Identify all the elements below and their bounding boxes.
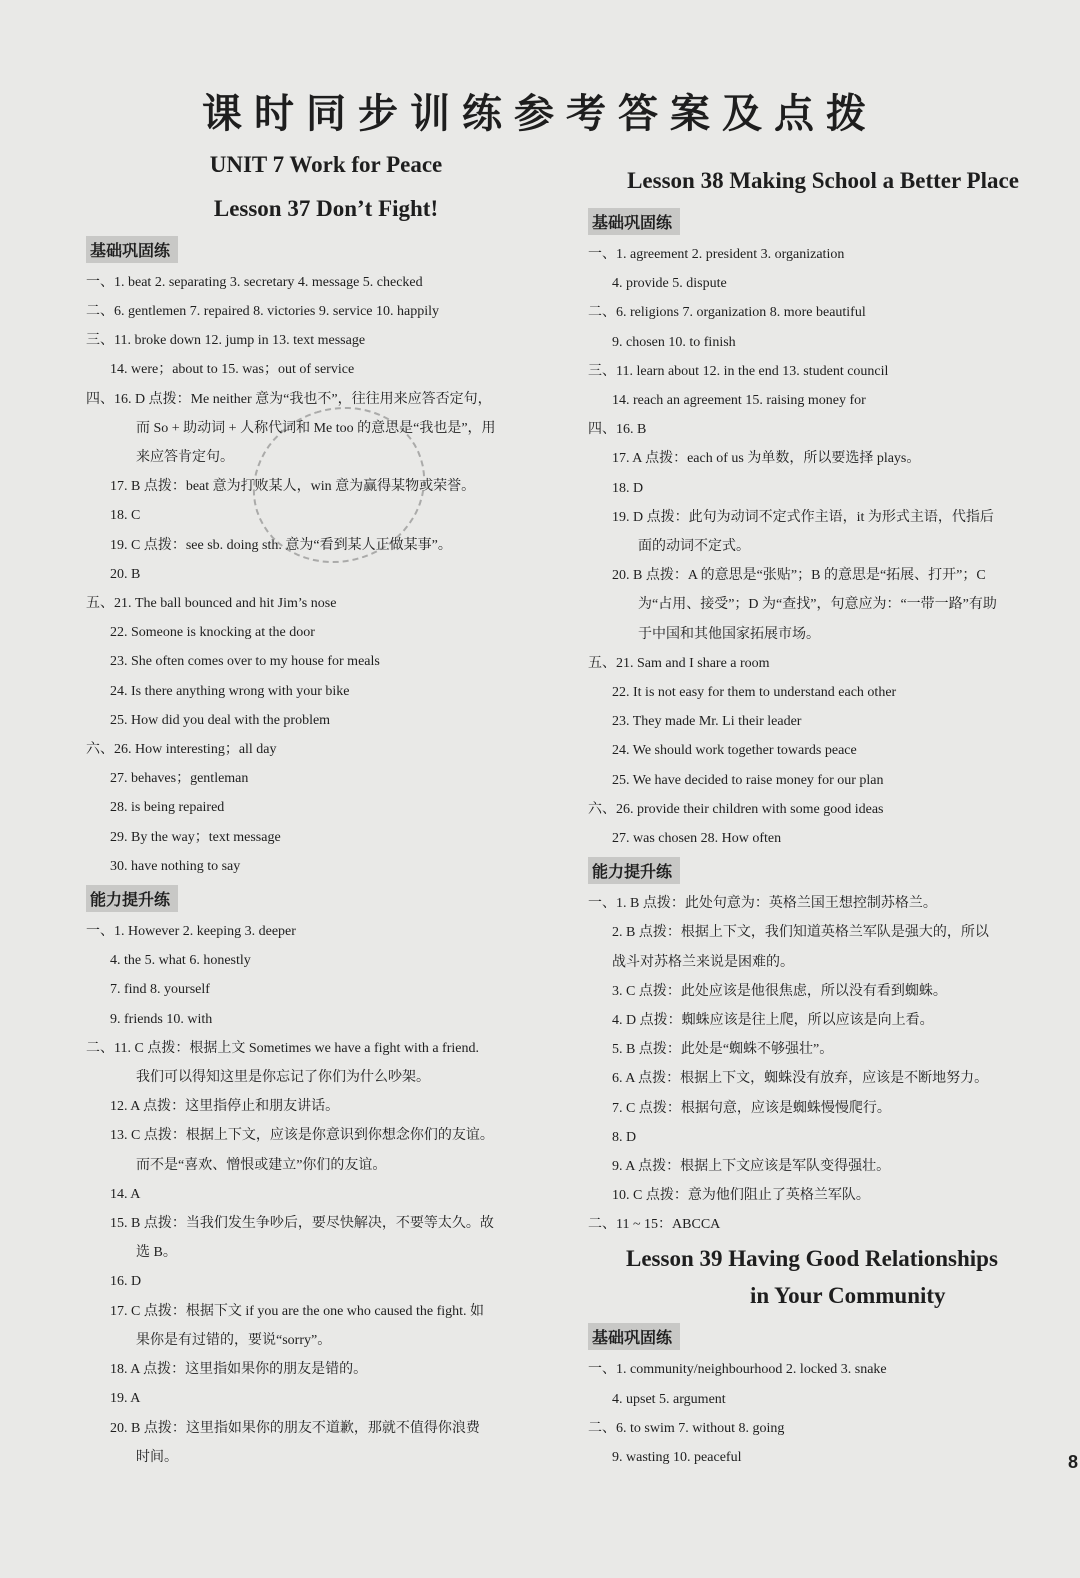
answer-line: 五、21. Sam and I share a room: [588, 655, 770, 671]
answer-line: 16. D: [110, 1274, 142, 1290]
answer-line: 时间。: [136, 1449, 178, 1465]
section-basic: 基础巩固练: [86, 236, 178, 263]
answer-line: 我们可以得知这里是你忘记了你们为什么吵架。: [136, 1070, 430, 1086]
answer-line: 9. A 点拨：根据上下文应该是军队变得强壮。: [612, 1158, 891, 1174]
answer-line: 24. We should work together towards peace: [612, 743, 857, 759]
answer-line: 果你是有过错的，要说“sorry”。: [136, 1332, 332, 1348]
answer-line: 而不是“喜欢、憎恨或建立”你们的友谊。: [136, 1157, 387, 1173]
answer-line: 14. were；about to 15. was；out of service: [110, 362, 355, 378]
answer-line: 来应答肯定句。: [136, 450, 234, 465]
answer-line: 14. A: [110, 1186, 141, 1202]
section-advanced: 能力提升练: [86, 885, 178, 912]
answer-line: 18. D: [612, 480, 644, 496]
lesson-39-title-line2: in Your Community: [750, 1283, 946, 1309]
answer-line: 2. B 点拨：根据上下文，我们知道英格兰军队是强大的，所以: [612, 925, 989, 941]
answer-line: 为“占用、接受”；D 为“查找”，句意应为：“一带一路”有助: [638, 597, 997, 613]
answer-line: 4. upset 5. argument: [612, 1391, 726, 1407]
answer-line: 24. Is there anything wrong with your bike: [110, 683, 350, 699]
answer-line: 19. A: [110, 1391, 141, 1407]
answer-line: 三、11. broke down 12. jump in 13. text message: [86, 333, 366, 349]
answer-line: 30. have nothing to say: [110, 858, 241, 874]
answer-line: 6. A 点拨：根据上下文，蜘蛛没有放弃，应该是不断地努力。: [612, 1071, 989, 1087]
answer-line: 五、21. The ball bounced and hit Jim’s nose: [86, 596, 337, 612]
answers-advanced-37: [86, 917, 566, 1472]
section-basic: 基础巩固练: [588, 208, 680, 235]
lesson-39-title: [588, 1244, 1058, 1312]
section-basic: 基础巩固练: [588, 1323, 680, 1350]
answer-line: 二、6. religions 7. organization 8. more beautiful: [588, 305, 866, 321]
answer-line: 9. chosen 10. to finish: [612, 334, 736, 350]
answer-line: 25. How did you deal with the problem: [110, 712, 331, 728]
answer-line: 17. C 点拨：根据下文 if you are the one who caused the fight. 如: [110, 1303, 485, 1319]
answer-line: 7. find 8. yourself: [110, 982, 210, 998]
right-column: [588, 166, 1058, 1472]
answers-basic-37: [86, 268, 566, 881]
answer-line: 23. They made Mr. Li their leader: [612, 714, 802, 730]
answer-line: 22. Someone is knocking at the door: [110, 625, 315, 641]
answer-line: 面的动词不定式。: [638, 538, 750, 554]
answer-line: 选 B。: [136, 1245, 177, 1261]
lesson-39-title-line1: Lesson 39 Having Good Relationships: [626, 1245, 998, 1271]
answer-line: 14. reach an agreement 15. raising money for: [612, 392, 866, 408]
answer-line: 25. We have decided to raise money for our plan: [612, 772, 884, 788]
answer-line: 9. friends 10. with: [110, 1011, 213, 1027]
answer-line: 4. D 点拨：蜘蛛应该是往上爬，所以应该是向上看。: [612, 1012, 934, 1028]
answer-line: 四、16. D 点拨：Me neither 意为“我也不”，往往用来应答否定句，: [86, 391, 492, 407]
answer-line: 15. B 点拨：当我们发生争吵后，要尽快解决，不要等太久。故: [110, 1216, 494, 1232]
answer-line: 六、26. provide their children with some good ideas: [588, 801, 884, 817]
answer-line: 20. B 点拨：这里指如果你的朋友不道歉，那就不值得你浪费: [110, 1420, 480, 1436]
answer-line: 20. B: [110, 566, 141, 582]
answer-line: 20. B 点拨：A 的意思是“张贴”；B 的意思是“拓展、打开”；C: [612, 568, 986, 584]
lesson-37-title: Lesson 37 Don’t Fight!: [213, 195, 439, 221]
answer-line: 18. A 点拨：这里指如果你的朋友是错的。: [110, 1362, 368, 1378]
answer-line: 27. behaves；gentleman: [110, 771, 249, 787]
answer-line: 一、1. B 点拨：此处句意为：英格兰国王想控制苏格兰。: [588, 896, 937, 912]
answer-line: 10. C 点拨：意为他们阻止了英格兰军队。: [612, 1188, 870, 1204]
answer-line: 17. B 点拨：beat 意为打败某人，win 意为赢得某物或荣誉。: [110, 479, 476, 495]
answer-line: 27. was chosen 28. How often: [612, 830, 782, 846]
answer-line: 4. the 5. what 6. honestly: [110, 953, 251, 969]
answer-line: 18. C: [110, 508, 141, 524]
answer-line: 一、1. beat 2. separating 3. secretary 4. message 5. checked: [86, 274, 423, 290]
answer-line: 4. provide 5. dispute: [612, 276, 727, 292]
answer-line: 战斗对苏格兰来说是困难的。: [612, 954, 794, 970]
answer-line: 23. She often comes over to my house for meals: [110, 654, 380, 670]
answers-basic-38: [588, 240, 1058, 853]
answer-line: 13. C 点拨：根据上下文，应该是你意识到你想念你们的友谊。: [110, 1128, 494, 1144]
answer-line: 19. D 点拨：此句为动词不定式作主语，it 为形式主语，代指后: [612, 509, 994, 525]
answer-line: 二、11. C 点拨：根据上文 Sometimes we have a fight with a friend.: [86, 1040, 479, 1056]
answer-line: 5. B 点拨：此处是“蜘蛛不够强壮”。: [612, 1042, 834, 1058]
answer-line: 六、26. How interesting；all day: [86, 742, 277, 758]
answer-line: 17. A 点拨：each of us 为单数，所以要选择 plays。: [612, 451, 921, 467]
left-column: [86, 150, 566, 1472]
answer-line: 于中国和其他国家拓展市场。: [638, 626, 820, 642]
answer-line: 而 So + 助动词 + 人称代词和 Me too 的意思是“我也是”，用: [136, 420, 496, 436]
answer-line: 7. C 点拨：根据句意，应该是蜘蛛慢慢爬行。: [612, 1100, 891, 1116]
answer-line: 二、6. to swim 7. without 8. going: [588, 1420, 785, 1436]
answer-line: 一、1. community/neighbourhood 2. locked 3. snake: [588, 1362, 887, 1378]
answer-line: 22. It is not easy for them to understand each other: [612, 684, 897, 700]
answer-line: 8. D: [612, 1129, 637, 1145]
answers-basic-39: [588, 1355, 1058, 1472]
page-number: 8: [1067, 1452, 1078, 1472]
answer-line: 28. is being repaired: [110, 800, 225, 816]
answer-line: 四、16. B: [588, 422, 647, 438]
answer-line: 二、11 ~ 15：ABCCA: [588, 1217, 721, 1233]
answer-line: 12. A 点拨：这里指停止和朋友讲话。: [110, 1099, 340, 1115]
unit-title: UNIT 7 Work for Peace: [209, 152, 443, 177]
answer-line: 9. wasting 10. peaceful: [612, 1449, 742, 1465]
answer-line: 一、1. However 2. keeping 3. deeper: [86, 924, 296, 940]
page-title: 课时同步训练参考答案及点拨: [202, 90, 878, 137]
lesson-38-title: Lesson 38 Making School a Better Place: [627, 168, 1019, 193]
answer-line: 3. C 点拨：此处应该是他很焦虑，所以没有看到蜘蛛。: [612, 983, 947, 999]
answer-line: 29. By the way；text message: [110, 829, 281, 845]
answer-line: 一、1. agreement 2. president 3. organization: [588, 246, 845, 262]
answer-line: 19. C 点拨：see sb. doing sth. 意为“看到某人正做某事”。: [110, 537, 452, 553]
answers-advanced-38: [588, 889, 1058, 1239]
section-advanced: 能力提升练: [588, 857, 680, 884]
answer-line: 二、6. gentlemen 7. repaired 8. victories 9. service 10. happily: [86, 303, 440, 319]
answer-line: 三、11. learn about 12. in the end 13. student council: [588, 363, 889, 379]
